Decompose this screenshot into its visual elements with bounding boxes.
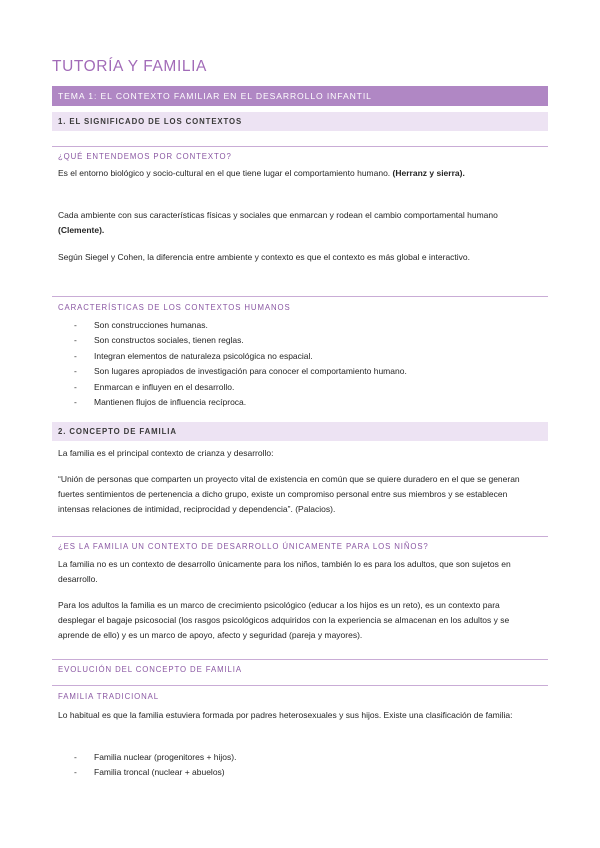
paragraph-definition-1 [58,166,538,181]
subheading-caracteristicas: CARACTERÍSTICAS DE LOS CONTEXTOS HUMANOS [58,303,291,312]
paragraph-text: Cada ambiente con sus características físicas y sociales que enmarcan y rodean el cambio comportamental humano [58,210,498,220]
list-item: - Enmarcan e influyen en el desarrollo. [72,380,542,395]
paragraph-familia-adultos: La familia no es un contexto de desarrollo únicamente para los niños, también lo es para los adultos, que son sujetos en desarrollo. [58,559,511,585]
list-item: - Son constructos sociales, tienen reglas. [72,333,542,348]
quote-palacios: “Unión de personas que comparten un proyecto vital de existencia en común que se quiere duradero en el que se generan fuertes sentimientos de pertenencia a dicho grupo, existe un compromiso personal entre sus miembros y se establecen intensas relaciones de intimidad, reciprocidad y dependencia”. (Palacios). [58,474,520,515]
list-item: - Familia nuclear (progenitores + hijos). [72,750,542,765]
paragraph-marco-crecimiento: Para los adultos la familia es un marco de crecimiento psicológico (educar a los hijos es un reto), es un contexto para desplegar el bagaje psicosocial (los rasgos psicológicos adquiridos con la experiencia se almacenan en los adultos y se aprende de ello) y es un marco de apoyo, afecto y seguridad (pareja y mayores). [58,600,510,641]
section-heading-2: 2. CONCEPTO DE FAMILIA [52,422,548,441]
divider [52,659,548,660]
divider [52,296,548,297]
topic-band: TEMA 1: EL CONTEXTO FAMILIAR EN EL DESARROLLO INFANTIL [52,86,548,106]
section-heading-1: 1. EL SIGNIFICADO DE LOS CONTEXTOS [52,112,548,131]
divider [52,685,548,686]
paragraph-familia-habitual: Lo habitual es que la familia estuviera formada por padres heterosexuales y sus hijos. Existe una clasificación de familia: [58,710,513,720]
document-title: TUTORÍA Y FAMILIA [52,58,207,75]
list-item: - Familia troncal (nuclear + abuelos) [72,765,542,780]
paragraph-definition-2 [58,208,538,238]
divider [52,146,548,147]
subheading-familia-contexto: ¿ES LA FAMILIA UN CONTEXTO DE DESARROLLO ÚNICAMENTE PARA LOS NIÑOS? [58,542,429,551]
subheading-evolucion: EVOLUCIÓN DEL CONCEPTO DE FAMILIA [58,665,242,674]
paragraph-siegel-cohen: Según Siegel y Cohen, la diferencia entre ambiente y contexto es que el contexto es más global e interactivo. [58,252,471,262]
list-item: - Son lugares apropiados de investigación para conocer el comportamiento humano. [72,364,542,379]
list-item: - Mantienen flujos de influencia recíproca. [72,395,542,410]
author-citation: (Herranz y sierra). [392,168,465,178]
family-types-list [72,750,542,781]
list-item: - Integran elementos de naturaleza psicológica no espacial. [72,349,542,364]
subheading-que-entendemos: ¿QUÉ ENTENDEMOS POR CONTEXTO? [58,152,232,161]
characteristics-list [72,318,542,410]
paragraph-familia-principal: La familia es el principal contexto de crianza y desarrollo: [58,448,274,458]
author-citation: (Clemente). [58,225,105,236]
divider [52,536,548,537]
list-item: - Son construcciones humanas. [72,318,542,333]
subheading-familia-tradicional: FAMILIA TRADICIONAL [58,692,160,701]
paragraph-text: Es el entorno biológico y socio-cultural en el que tiene lugar el comportamiento humano. [58,168,393,178]
